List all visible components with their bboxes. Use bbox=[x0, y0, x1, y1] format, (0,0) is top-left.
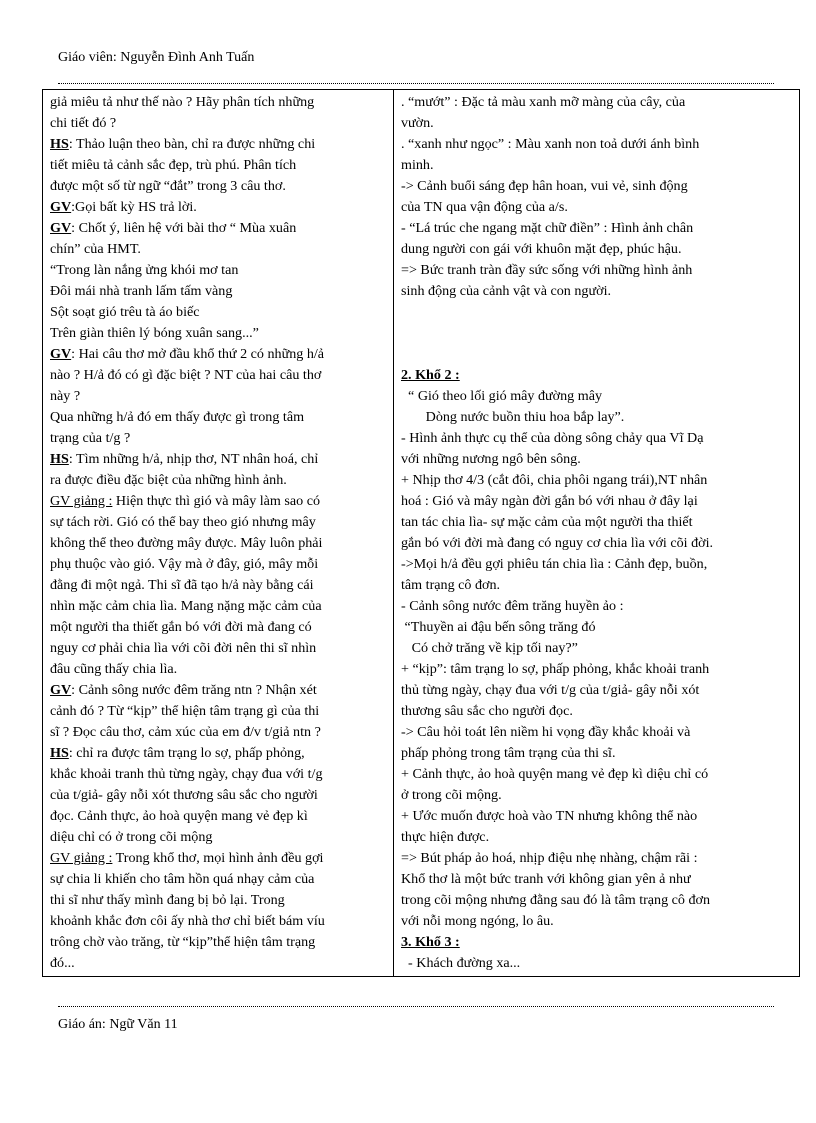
lesson-plan-footer: Giáo án: Ngữ Văn 11 bbox=[58, 1017, 178, 1032]
text-line bbox=[50, 743, 388, 764]
text-line bbox=[50, 491, 388, 512]
poem-line: Sột soạt gió trêu tà áo biếc bbox=[50, 304, 200, 320]
text-line: một người tha thiết gắn bó với đời mà đang có bbox=[50, 619, 312, 635]
text-line bbox=[50, 197, 388, 218]
text-line: - Cảnh sông nước đêm trăng huyền ảo : bbox=[401, 598, 624, 614]
gv-label: GV bbox=[50, 220, 72, 236]
gv-giang-label: GV giảng : bbox=[50, 850, 113, 866]
text-line: ở trong cõi mộng. bbox=[401, 787, 502, 803]
text-line: trạng của t/g ? bbox=[50, 430, 131, 446]
hs-text: : chỉ ra được tâm trạng lo sợ, phấp phỏng, bbox=[68, 745, 305, 761]
text-line: phấp phỏng trong tâm trạng của thi sĩ. bbox=[401, 745, 616, 761]
text-line: khắc khoải tranh thủ từng ngày, chạy đua với t/g bbox=[50, 766, 323, 782]
text-line: + Cảnh thực, ảo hoà quyện mang vẻ đẹp kì diệu chỉ có bbox=[401, 766, 709, 782]
poem-line: Có chở trăng về kịp tối nay?” bbox=[401, 640, 578, 656]
text-line: Qua những h/ả đó em thấy được gì trong tâm bbox=[50, 409, 305, 425]
text-line: sĩ ? Đọc câu thơ, cảm xúc của em đ/v t/giả ntn ? bbox=[50, 724, 321, 740]
poem-line: “Trong làn nắng ửng khói mơ tan bbox=[50, 262, 239, 278]
text-line: trong cõi mộng nhưng đằng sau đó là tâm trạng cô đơn bbox=[401, 892, 711, 908]
text-line bbox=[50, 848, 388, 869]
hs-label: HS bbox=[50, 745, 69, 761]
hs-label: HS bbox=[50, 451, 69, 467]
text-line: tâm trạng cô đơn. bbox=[401, 577, 501, 593]
text-line: đó... bbox=[50, 955, 75, 971]
text-line: của TN qua vận động của a/s. bbox=[401, 199, 568, 215]
text-line bbox=[50, 680, 388, 701]
gv-label: GV bbox=[50, 682, 72, 698]
content-column bbox=[394, 90, 800, 977]
section-heading-3: 3. Khổ 3 : bbox=[401, 934, 460, 950]
text-line: không thể theo đường mây được. Mây luôn phải bbox=[50, 535, 323, 551]
text-line: thi sĩ như thấy mình đang bị bỏ lại. Trong bbox=[50, 892, 285, 908]
text-line: giả miêu tả như thế nào ? Hãy phân tích những bbox=[50, 94, 315, 110]
text-line: sinh động của cảnh vật và con người. bbox=[401, 283, 612, 299]
text-line: chín” của HMT. bbox=[50, 241, 141, 257]
text-line: => Bức tranh tràn đầy sức sống với những hình ảnh bbox=[401, 262, 693, 278]
text-line: + “kịp”: tâm trạng lo sợ, phấp phỏng, khắc khoải tranh bbox=[401, 661, 710, 677]
text-line: nguy cơ phải chia lìa với cõi đời nên thi sĩ nhìn bbox=[50, 640, 317, 656]
text-line: gắn bó với đời mà đang có nguy cơ chia lìa với cõi đời. bbox=[401, 535, 714, 551]
text-line: nhìn mặc cảm chia lìa. Mang nặng mặc cảm của bbox=[50, 598, 322, 614]
poem-line: Trên giàn thiên lý bóng xuân sang...” bbox=[50, 325, 259, 341]
text-line: này ? bbox=[50, 388, 81, 404]
text-line: hoá : Gió và mây ngàn đời gắn bó với nhau ở đây lại bbox=[401, 493, 698, 509]
header-divider bbox=[58, 83, 774, 84]
gv-label: GV bbox=[50, 346, 72, 362]
text-line: nào ? H/ả đó có gì đặc biệt ? NT của hai câu thơ bbox=[50, 367, 322, 383]
text-line: - Khách đường xa... bbox=[401, 955, 521, 971]
text-line: được một số từ ngữ “đắt” trong 3 câu thơ. bbox=[50, 178, 286, 194]
hs-label: HS bbox=[50, 136, 69, 152]
lesson-table bbox=[42, 89, 800, 977]
text-line: Khổ thơ là một bức tranh với không gian yên ả như bbox=[401, 871, 691, 887]
text-line bbox=[50, 218, 388, 239]
text-line: của t/giả- gây nỗi xót thương sâu sắc cho người bbox=[50, 787, 318, 803]
text-line: => Bút pháp ảo hoá, nhịp điệu nhẹ nhàng, chậm rãi : bbox=[401, 850, 698, 866]
section-heading-2: 2. Khổ 2 : bbox=[401, 367, 460, 383]
text-line: + Ước muốn được hoà vào TN nhưng không thể nào bbox=[401, 808, 698, 824]
text-line: minh. bbox=[401, 157, 434, 173]
text-line: thủ từng ngày, chạy đua với t/g của t/giả- gây nỗi xót bbox=[401, 682, 700, 698]
text-line: tiết miêu tả cảnh sắc đẹp, trù phú. Phân tích bbox=[50, 157, 297, 173]
text-line: - Hình ảnh thực cụ thể của dòng sông chảy qua Vĩ Dạ bbox=[401, 430, 704, 446]
text-line: dung người con gái với khuôn mặt đẹp, phúc hậu. bbox=[401, 241, 682, 257]
gv-text: :Gọi bất kỳ HS trả lời. bbox=[71, 199, 197, 215]
text-line: . “xanh như ngọc” : Màu xanh non toả dưới ánh bình bbox=[401, 136, 700, 152]
poem-line: Đôi mái nhà tranh lấm tấm vàng bbox=[50, 283, 233, 299]
gv-text: : Cảnh sông nước đêm trăng ntn ? Nhận xét bbox=[71, 682, 317, 698]
teacher-header: Giáo viên: Nguyễn Đình Anh Tuấn bbox=[58, 50, 255, 65]
gv-giang-text: Hiện thực thì gió và mây làm sao có bbox=[112, 493, 321, 509]
hs-text: : Thảo luận theo bàn, chỉ ra được những chi bbox=[68, 136, 316, 152]
text-line: ra được điều đặc biệt của những hình ảnh. bbox=[50, 472, 287, 488]
text-line: khoảnh khắc đơn côi ấy nhà thơ chỉ biết bám víu bbox=[50, 913, 325, 929]
text-line: chi tiết đó ? bbox=[50, 115, 117, 131]
text-line: . “mướt” : Đặc tả màu xanh mỡ màng của cây, của bbox=[401, 94, 686, 110]
text-line: trông chờ vào trăng, từ “kịp”thể hiện tâm trạng bbox=[50, 934, 316, 950]
gv-label: GV bbox=[50, 199, 72, 215]
text-line: sự tách rời. Gió có thể bay theo gió nhưng mây bbox=[50, 514, 316, 530]
text-line: đọc. Cảnh thực, ảo hoà quyện mang vẻ đẹp kì bbox=[50, 808, 308, 824]
text-line: + Nhịp thơ 4/3 (cắt đôi, chia phôi ngang trái),NT nhân bbox=[401, 472, 708, 488]
poem-line: Dòng nước buồn thiu hoa bắp lay”. bbox=[401, 409, 625, 425]
text-line: sự chia li khiến cho tâm hồn quá nhạy cảm của bbox=[50, 871, 315, 887]
text-line: đâu cũng thấy chia lìa. bbox=[50, 661, 178, 677]
gv-text: : Hai câu thơ mở đầu khổ thứ 2 có những h/ả bbox=[71, 346, 325, 362]
hs-text: : Tìm những h/ả, nhịp thơ, NT nhân hoá, chỉ bbox=[68, 451, 319, 467]
text-line: -> Câu hỏi toát lên niềm hi vọng đầy khắc khoải và bbox=[401, 724, 691, 740]
footer-divider bbox=[58, 1006, 774, 1007]
text-line: ->Mọi h/ả đều gợi phiêu tán chia lìa : Cảnh đẹp, buồn, bbox=[401, 556, 708, 572]
text-line: tan tác chia lìa- sự mặc cảm của một người tha thiết bbox=[401, 514, 693, 530]
text-line bbox=[50, 449, 388, 470]
text-line: cảnh đó ? Từ “kịp” thể hiện tâm trạng gì của thi bbox=[50, 703, 320, 719]
text-line: đằng đi một ngả. Thi sĩ đã tạo h/ả này bằng cái bbox=[50, 577, 314, 593]
gv-giang-label: GV giảng : bbox=[50, 493, 113, 509]
text-line: - “Lá trúc che ngang mặt chữ điền” : Hình ảnh chân bbox=[401, 220, 694, 236]
text-line bbox=[50, 344, 388, 365]
text-line: thực hiện được. bbox=[401, 829, 490, 845]
activity-column bbox=[43, 90, 394, 977]
text-line: thương sâu sắc cho người đọc. bbox=[401, 703, 573, 719]
poem-line: “Thuyền ai đậu bến sông trăng đó bbox=[401, 619, 596, 635]
text-line: diệu chỉ có ở trong cõi mộng bbox=[50, 829, 213, 845]
text-line: -> Cảnh buổi sáng đẹp hân hoan, vui vẻ, sinh động bbox=[401, 178, 688, 194]
poem-line: “ Gió theo lối gió mây đường mây bbox=[401, 388, 603, 404]
spacer bbox=[401, 302, 794, 365]
text-line: với những nương ngô bên sông. bbox=[401, 451, 581, 467]
gv-text: : Chốt ý, liên hệ với bài thơ “ Mùa xuân bbox=[71, 220, 297, 236]
text-line: vườn. bbox=[401, 115, 434, 131]
text-line: phụ thuộc vào gió. Vậy mà ở đây, gió, mây mỗi bbox=[50, 556, 319, 572]
text-line bbox=[50, 134, 388, 155]
gv-giang-text: Trong khổ thơ, mọi hình ảnh đều gợi bbox=[112, 850, 324, 866]
text-line: với nỗi mong ngóng, lo âu. bbox=[401, 913, 554, 929]
